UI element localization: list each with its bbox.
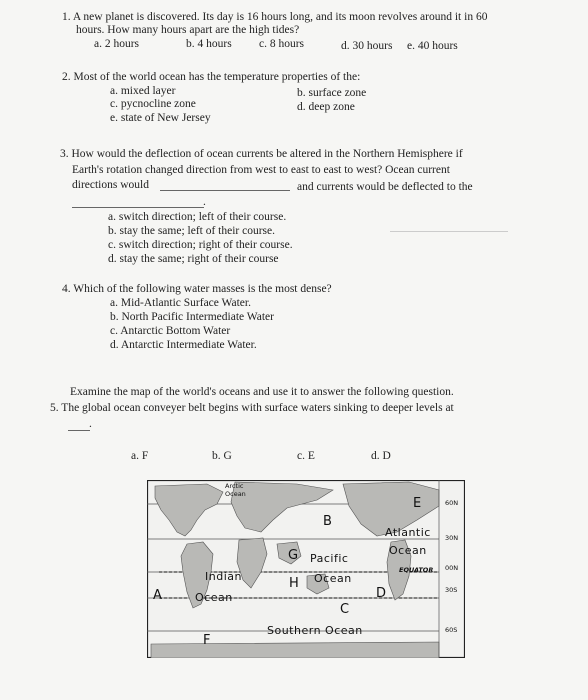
q3-stem-line2: Earth's rotation changed direction from west to east to east to west? Ocean current <box>72 164 450 176</box>
q3-answer-blank-1[interactable] <box>160 190 290 191</box>
q1-stem-line1: 1. A new planet is discovered. Its day is 16 hours long, and its moon revolves around it in 60 <box>62 11 488 23</box>
q1-option-d: d. 30 hours <box>341 40 393 52</box>
q3-stem-line1: 3. How would the deflection of ocean currents be altered in the Northern Hemisphere if <box>60 148 463 160</box>
q2-option-d: d. deep zone <box>297 101 355 113</box>
q1-option-a: a. 2 hours <box>94 38 140 50</box>
q1-option-b: b. 4 hours <box>186 38 232 50</box>
lat-label-60n: 60N <box>445 499 459 507</box>
q3-option-c: c. switch direction; right of their course. <box>108 239 293 251</box>
q5-intro: Examine the map of the world's oceans and use it to answer the following question. <box>70 386 454 398</box>
q4-option-d: d. Antarctic Intermediate Water. <box>110 339 257 351</box>
map-label-equator: EQUATOR <box>399 566 434 574</box>
map-point-e: E <box>413 496 422 511</box>
q4-option-a: a. Mid-Atlantic Surface Water. <box>110 297 251 309</box>
q3-stem-period: . <box>203 196 206 208</box>
lat-label-00n: 00N <box>445 564 459 572</box>
q2-option-e: e. state of New Jersey <box>110 112 211 124</box>
map-label-indian-ocean: Ocean <box>195 591 233 604</box>
q3-option-a: a. switch direction; left of their course. <box>108 211 287 223</box>
q3-stem-line3b: and currents would be deflected to the <box>297 181 473 193</box>
map-label-arctic: Arctic <box>225 482 244 490</box>
q5-stem-period: . <box>89 418 92 430</box>
map-point-g: G <box>288 548 299 563</box>
q4-option-c: c. Antarctic Bottom Water <box>110 325 231 337</box>
q1-option-e: e. 40 hours <box>407 40 458 52</box>
q3-option-b: b. stay the same; left of their course. <box>108 225 276 237</box>
q2-option-a: a. mixed layer <box>110 85 176 97</box>
lat-label-30n: 30N <box>445 534 459 542</box>
map-point-b: B <box>323 514 332 529</box>
q1-option-c: c. 8 hours <box>259 38 305 50</box>
q4-stem: 4. Which of the following water masses is the most dense? <box>62 283 332 295</box>
stray-rule <box>390 231 508 232</box>
map-label-pacific: Pacific <box>310 552 349 565</box>
map-label-atlantic-ocean: Ocean <box>389 544 427 557</box>
lat-label-60s: 60S <box>445 626 458 634</box>
q2-stem: 2. Most of the world ocean has the temperature properties of the: <box>62 71 361 83</box>
q5-option-b: b. G <box>212 450 232 462</box>
map-label-indian: Indian <box>205 570 242 583</box>
map-point-h: H <box>289 576 299 591</box>
lat-label-30s: 30S <box>445 586 458 594</box>
map-point-c: C <box>340 602 350 617</box>
q5-option-a: a. F <box>131 450 149 462</box>
world-ocean-map <box>147 480 465 658</box>
map-point-f: F <box>203 633 211 648</box>
q1-stem-line2: hours. How many hours apart are the high tides? <box>76 24 300 36</box>
q3-stem-line3a: directions would <box>72 179 149 191</box>
map-label-pacific-ocean: Ocean <box>314 572 352 585</box>
q2-option-c: c. pycnocline zone <box>110 98 196 110</box>
q5-option-c: c. E <box>297 450 315 462</box>
q3-answer-blank-2[interactable] <box>72 207 204 208</box>
q5-answer-blank[interactable] <box>68 430 90 431</box>
q4-option-b: b. North Pacific Intermediate Water <box>110 311 274 323</box>
q3-option-d: d. stay the same; right of their course <box>108 253 279 265</box>
q5-option-d: d. D <box>371 450 391 462</box>
q2-option-b: b. surface zone <box>297 87 367 99</box>
map-label-atlantic: Atlantic <box>385 526 431 539</box>
q5-stem: 5. The global ocean conveyer belt begins with surface waters sinking to deeper levels at <box>50 402 454 414</box>
map-label-arctic-ocean: Ocean <box>225 490 246 498</box>
map-label-southern-ocean: Southern Ocean <box>267 624 363 637</box>
map-point-a: A <box>153 588 162 603</box>
map-point-d: D <box>376 586 387 601</box>
